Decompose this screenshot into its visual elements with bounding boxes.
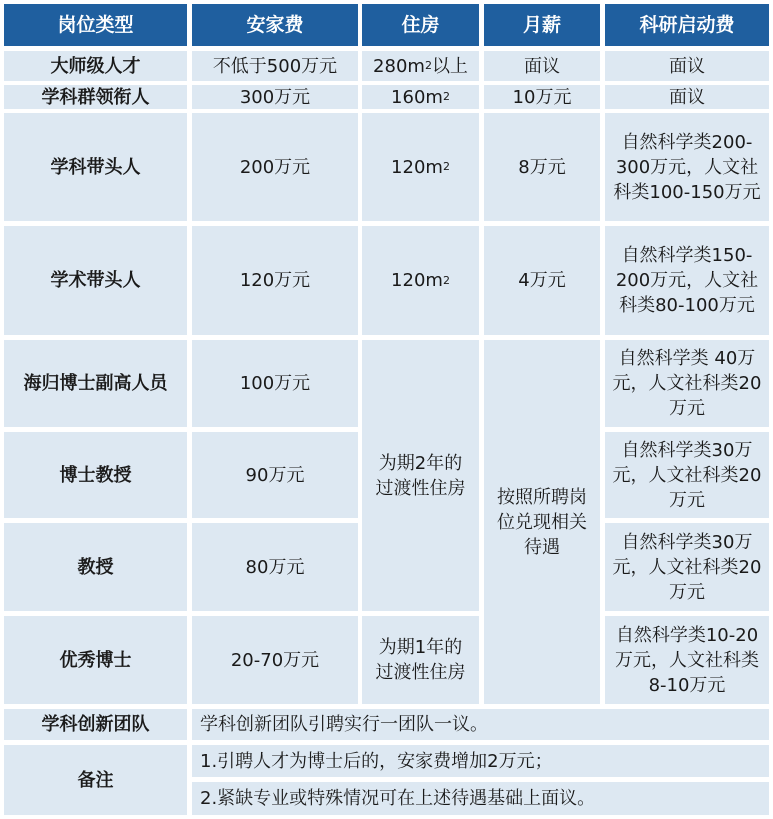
row-fee-cell: 20-70万元 — [192, 616, 358, 704]
row-fee-cell: 300万元 — [192, 85, 358, 109]
row-type-cell: 博士教授 — [4, 432, 187, 518]
team-text-cell: 学科创新团队引聘实行一团队一议。 — [192, 709, 769, 740]
team-label-cell: 学科创新团队 — [4, 709, 187, 740]
row-type-cell: 海归博士副高人员 — [4, 340, 187, 427]
row-housing-cell: 120m 2 — [362, 113, 479, 221]
housing-area: 160m — [391, 86, 443, 108]
row-research-cell: 自然科学类200-300万元，人文社科类100-150万元 — [605, 113, 769, 221]
row-type-cell: 优秀博士 — [4, 616, 187, 704]
row-salary-cell: 10万元 — [484, 85, 600, 109]
row-research-cell: 自然科学类10-20万元，人文社科类8-10万元 — [605, 616, 769, 704]
row-research-cell: 面议 — [605, 51, 769, 81]
row-type-cell: 学科带头人 — [4, 113, 187, 221]
row-housing-cell: 120m 2 — [362, 226, 479, 335]
row-type-cell: 学科群领衔人 — [4, 85, 187, 109]
row-salary-cell: 8万元 — [484, 113, 600, 221]
row-fee-cell: 120万元 — [192, 226, 358, 335]
row-type-cell: 学术带头人 — [4, 226, 187, 335]
row-research-cell: 自然科学类30万元，人文社科类20万元 — [605, 432, 769, 518]
row-research-cell: 面议 — [605, 85, 769, 109]
row-type-cell: 教授 — [4, 523, 187, 611]
housing-1yr-merged-cell: 为期1年的过渡性住房 — [362, 616, 479, 704]
row-type-cell: 大师级人才 — [4, 51, 187, 81]
row-housing-cell: 160m 2 — [362, 85, 479, 109]
header-housing: 住房 — [362, 4, 479, 46]
row-salary-cell: 面议 — [484, 51, 600, 81]
housing-2yr-merged-cell: 为期2年的过渡性住房 — [362, 340, 479, 611]
row-fee-cell: 200万元 — [192, 113, 358, 221]
row-research-cell: 自然科学类30万元，人文社科类20万元 — [605, 523, 769, 611]
housing-suffix: 以上 — [431, 55, 468, 77]
row-fee-cell: 不低于500万元 — [192, 51, 358, 81]
row-fee-cell: 80万元 — [192, 523, 358, 611]
row-salary-cell: 4万元 — [484, 226, 600, 335]
notes-label-cell: 备注 — [4, 745, 187, 815]
row-research-cell: 自然科学类150-200万元，人文社科类80-100万元 — [605, 226, 769, 335]
row-fee-cell: 100万元 — [192, 340, 358, 427]
note-item: 1.引聘人才为博士后的，安家费增加2万元； — [192, 745, 769, 777]
row-research-cell: 自然科学类 40万元，人文社科类20万元 — [605, 340, 769, 427]
note-item: 2.紧缺专业或特殊情况可在上述待遇基础上面议。 — [192, 782, 769, 815]
housing-area: 280m — [373, 55, 425, 77]
housing-area: 120m — [391, 156, 443, 178]
header-research-fund: 科研启动费 — [605, 4, 769, 46]
row-fee-cell: 90万元 — [192, 432, 358, 518]
header-position-type: 岗位类型 — [4, 4, 187, 46]
salary-merged-cell: 按照所聘岗位兑现相关待遇 — [484, 340, 600, 704]
header-monthly-salary: 月薪 — [484, 4, 600, 46]
row-housing-cell: 280m 2 以上 — [362, 51, 479, 81]
header-settling-fee: 安家费 — [192, 4, 358, 46]
housing-area: 120m — [391, 270, 443, 291]
